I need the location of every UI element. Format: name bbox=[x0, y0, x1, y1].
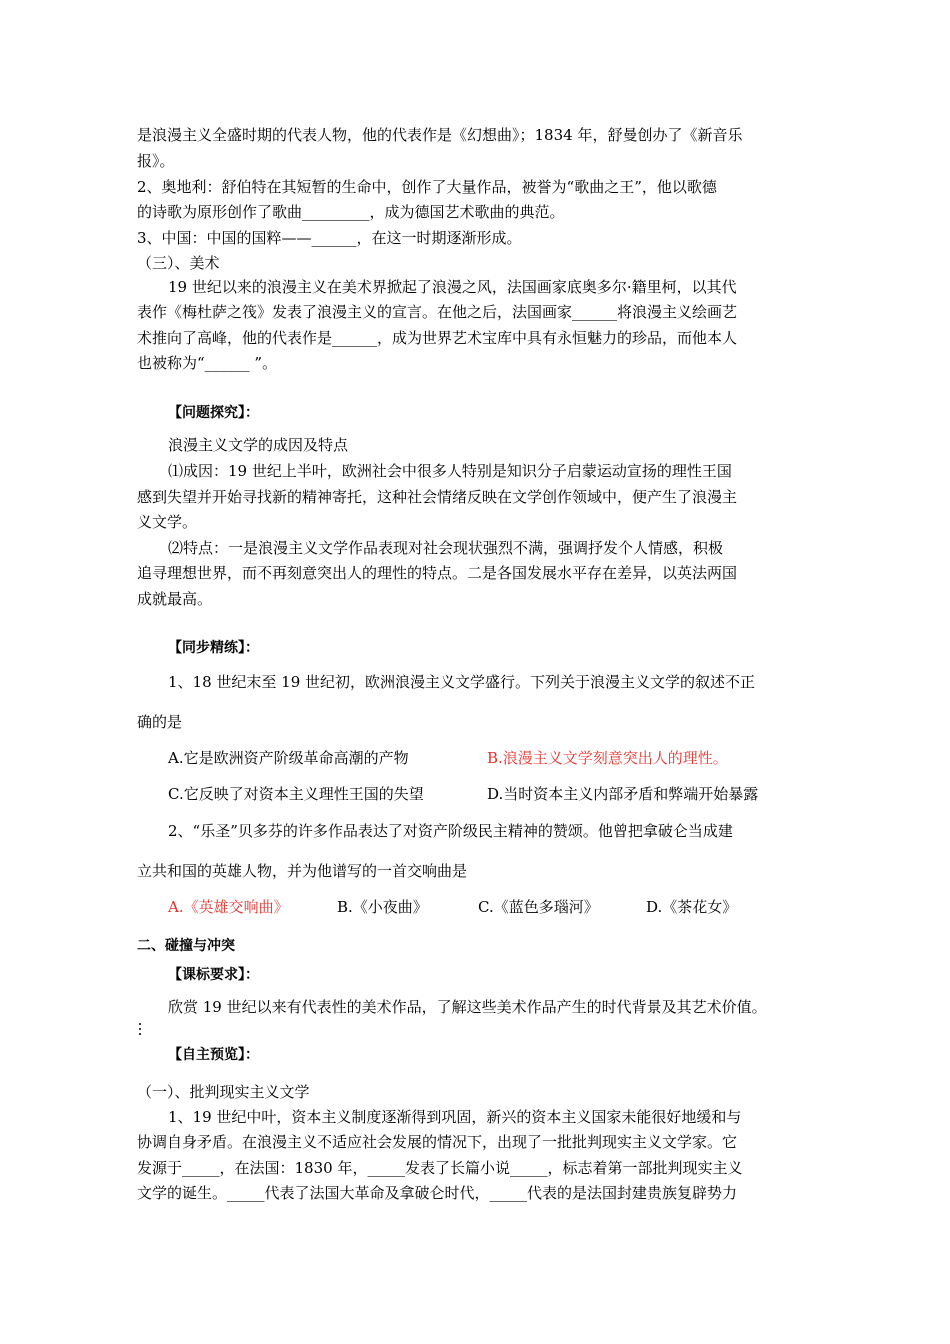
text-line: 2、奥地利：舒伯特在其短暂的生命中，创作了大量作品，被誉为“歌曲之王”，他以歌德 bbox=[137, 178, 717, 196]
text-line: 表作《梅杜萨之筏》发表了浪漫主义的宣言。在他之后，法国画家______将浪漫主义绘画艺 bbox=[137, 303, 738, 321]
text-line: ⑵特点：一是浪漫主义文学作品表现对社会现状强烈不满，强调抒发个人情感，积极 bbox=[168, 539, 724, 557]
question-2-cont: 立共和国的英雄人物，并为他谱写的一首交响曲是 bbox=[137, 862, 468, 880]
requirement-heading: 【课标要求】： bbox=[168, 967, 259, 983]
text-line: 成就最高。 bbox=[137, 590, 213, 608]
text-line: ⑴成因：19 世纪上半叶，欧洲社会中很多人特别是知识分子启蒙运动宣扬的理性王国 bbox=[168, 462, 732, 480]
section-heading-art: （三）、美术 bbox=[137, 254, 220, 272]
requirement-text: 欣赏 19 世纪以来有代表性的美术作品，了解这些美术作品产生的时代背景及其艺术价值。 bbox=[168, 998, 767, 1016]
practice-heading: 【同步精练】： bbox=[168, 640, 259, 656]
text-line: 的诗歌为原形创作了歌曲_________，成为德国艺术歌曲的典范。 bbox=[137, 203, 565, 221]
question-1: 1、18 世纪末至 19 世纪初，欧洲浪漫主义文学盛行。下列关于浪漫主义文学的叙述不正 bbox=[168, 673, 756, 691]
q1-option-b: B.浪漫主义文学刻意突出人的理性。 bbox=[487, 749, 728, 767]
text-line: 报》。 bbox=[137, 152, 175, 170]
text-line: 术推向了高峰，他的代表作是______，成为世界艺术宝库中具有永恒魅力的珍品，而他本人 bbox=[137, 329, 738, 347]
question-1-cont: 确的是 bbox=[137, 713, 183, 731]
text-line: 义文学。 bbox=[137, 513, 198, 531]
inquiry-title: 浪漫主义文学的成因及特点 bbox=[168, 436, 349, 454]
q2-option-c: C.《蓝色多瑙河》 bbox=[478, 898, 599, 916]
q1-option-a: A.它是欧洲资产阶级革命高潮的产物 bbox=[168, 749, 409, 767]
preview-heading: 【自主预览】： bbox=[168, 1047, 259, 1063]
text-line: 是浪漫主义全盛时期的代表人物，他的代表作是《幻想曲》；1834 年，舒曼创办了《新音乐 bbox=[137, 126, 743, 144]
text-line: 1、19 世纪中叶，资本主义制度逐渐得到巩固，新兴的资本主义国家未能很好地缓和与 bbox=[168, 1108, 742, 1126]
inquiry-heading: 【问题探究】： bbox=[168, 405, 259, 421]
ellipsis-marker bbox=[139, 1023, 142, 1038]
section-2-title: 二、碰撞与冲突 bbox=[137, 938, 235, 954]
q1-option-d: D.当时资本主义内部矛盾和弊端开始暴露 bbox=[487, 785, 759, 803]
text-line: 追寻理想世界，而不再刻意突出人的理性的特点。二是各国发展水平存在差异，以英法两国 bbox=[137, 564, 738, 582]
q1-option-c: C.它反映了对资本主义理性王国的失望 bbox=[168, 785, 424, 803]
text-line: 文学的诞生。_____代表了法国大革命及拿破仑时代，_____代表的是法国封建贵族复辟势力 bbox=[137, 1184, 738, 1202]
q2-option-d: D.《茶花女》 bbox=[646, 898, 738, 916]
text-line: 3、中国：中国的国粹——______，在这一时期逐渐形成。 bbox=[137, 229, 522, 247]
question-2: 2、“乐圣”贝多芬的许多作品表达了对资产阶级民主精神的赞颂。他曾把拿破仑当成建 bbox=[168, 822, 733, 840]
text-line: 发源于_____，在法国：1830 年，_____发表了长篇小说_____，标志着第一部批判现实主义 bbox=[137, 1159, 743, 1177]
subsection-heading: （一）、批判现实主义文学 bbox=[137, 1083, 310, 1101]
text-line: 也被称为“______ ”。 bbox=[137, 354, 278, 372]
q2-option-a: A.《英雄交响曲》 bbox=[168, 898, 289, 916]
q2-option-b: B.《小夜曲》 bbox=[337, 898, 428, 916]
text-line: 19 世纪以来的浪漫主义在美术界掀起了浪漫之风，法国画家底奥多尔·籍里柯，以其代 bbox=[168, 278, 737, 296]
text-line: 感到失望并开始寻找新的精神寄托，这种社会情绪反映在文学创作领域中，便产生了浪漫主 bbox=[137, 488, 738, 506]
text-line: 协调自身矛盾。在浪漫主义不适应社会发展的情况下，出现了一批批判现实主义文学家。它 bbox=[137, 1133, 738, 1151]
